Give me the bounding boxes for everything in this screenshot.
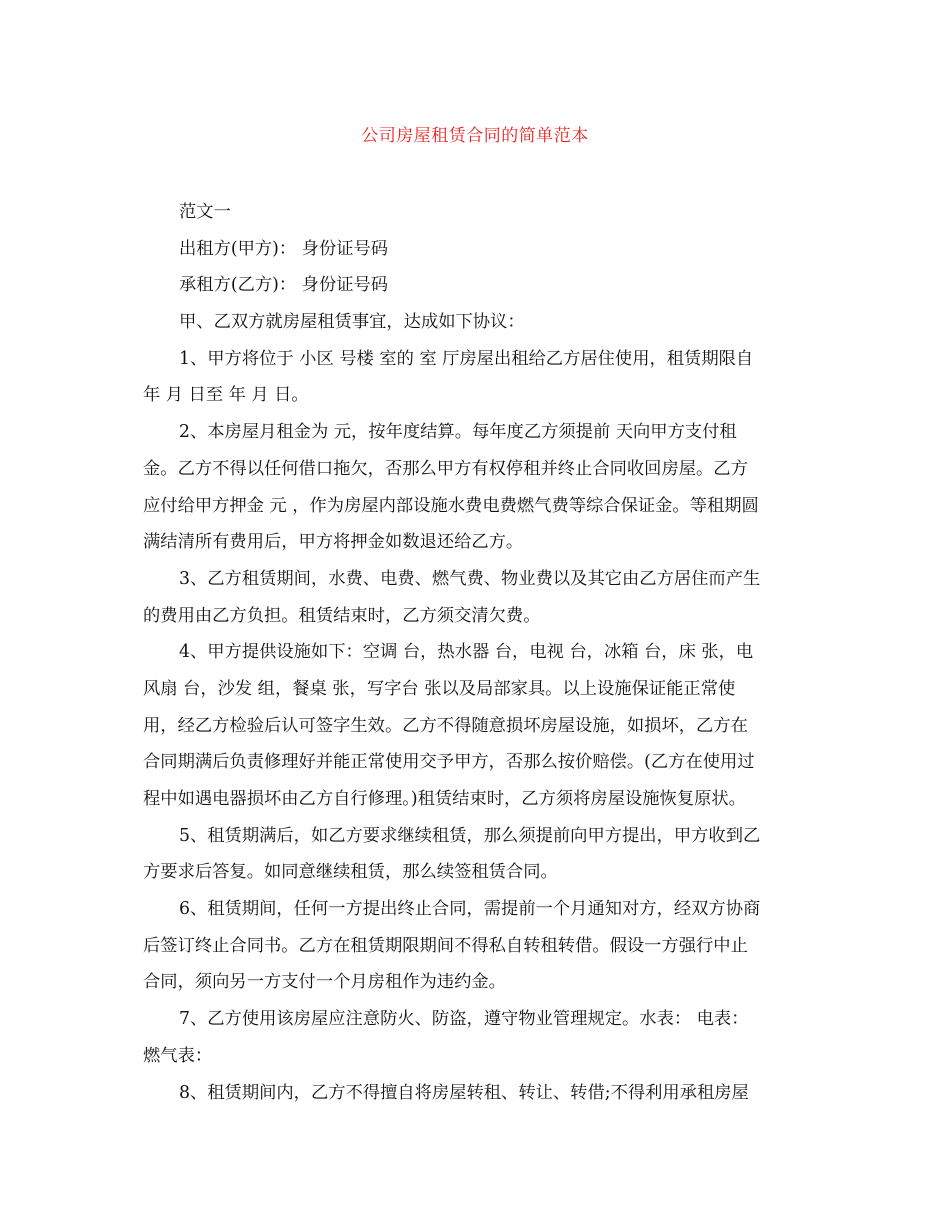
text-line: 满结清所有费用后，甲方将押金如数退还给乙方。 (143, 532, 524, 553)
text-line: 承租方(乙方)： 身份证号码 (179, 275, 389, 296)
text-line: 程中如遇电器损坏由乙方自行修理。)租赁结束时，乙方须将房屋设施恢复原状。 (143, 789, 746, 809)
text-line: 6、租赁期间，任何一方提出终止合同，需提前一个月通知对方，经双方协商 (179, 899, 761, 920)
text-line: 风扇 台，沙发 组，餐桌 张，写字台 张以及局部家具。以上设施保证能正常使 (143, 678, 736, 699)
text-line: 出租方(甲方)： 身份证号码 (179, 238, 389, 259)
text-line: 合同，须向另一方支付一个月房租作为违约金。 (143, 972, 506, 993)
text-line: 5、租赁期满后，如乙方要求继续租赁，那么须提前向甲方提出，甲方收到乙 (179, 825, 761, 846)
document-title: 公司房屋租赁合同的简单范本 (361, 126, 589, 146)
text-line: 甲、乙双方就房屋租赁事宜，达成如下协议： (179, 312, 525, 333)
text-line: 7、乙方使用该房屋应注意防火、防盗，遵守物业管理规定。水表： 电表： (179, 1009, 749, 1030)
text-line: 后签订终止合同书。乙方在租赁期限期间不得私自转租转借。假设一方强行中止 (143, 935, 748, 956)
text-line: 方要求后答复。如同意继续租赁，那么续签租赁合同。 (143, 862, 558, 883)
text-line: 范文一 (179, 202, 231, 222)
text-line: 应付给甲方押金 元 ，作为房屋内部设施水费电费燃气费等综合保证金。等租期圆 (143, 495, 759, 516)
text-line: 1、甲方将位于 小区 号楼 室的 室 厅房屋出租给乙方居住使用，租赁期限自 (179, 348, 754, 369)
text-line: 3、乙方租赁期间，水费、电费、燃气费、物业费以及其它由乙方居住而产生 (179, 568, 761, 589)
document-body (143, 194, 805, 1111)
text-line: 的费用由乙方负担。租赁结束时，乙方须交清欠费。 (143, 605, 541, 626)
text-line: 4、甲方提供设施如下：空调 台，热水器 台，电视 台，冰箱 台，床 张，电 (179, 642, 754, 663)
text-line: 金。乙方不得以任何借口拖欠，否那么甲方有权停租并终止合同收回房屋。乙方 (143, 458, 748, 479)
text-line: 用，经乙方检验后认可签字生效。乙方不得随意损坏房屋设施，如损坏，乙方在 (143, 715, 748, 736)
text-line: 合同期满后负责修理好并能正常使用交予甲方，否那么按价赔偿。(乙方在使用过 (143, 752, 755, 773)
text-line: 年 月 日至 年 月 日。 (143, 385, 309, 406)
text-line: 8、租赁期间内，乙方不得擅自将房屋转租、转让、转借;不得利用承租房屋 (179, 1082, 749, 1103)
text-line: 2、本房屋月租金为 元，按年度结算。每年度乙方须提前 天向甲方支付租 (179, 422, 737, 443)
text-line: 燃气表： (143, 1045, 213, 1066)
